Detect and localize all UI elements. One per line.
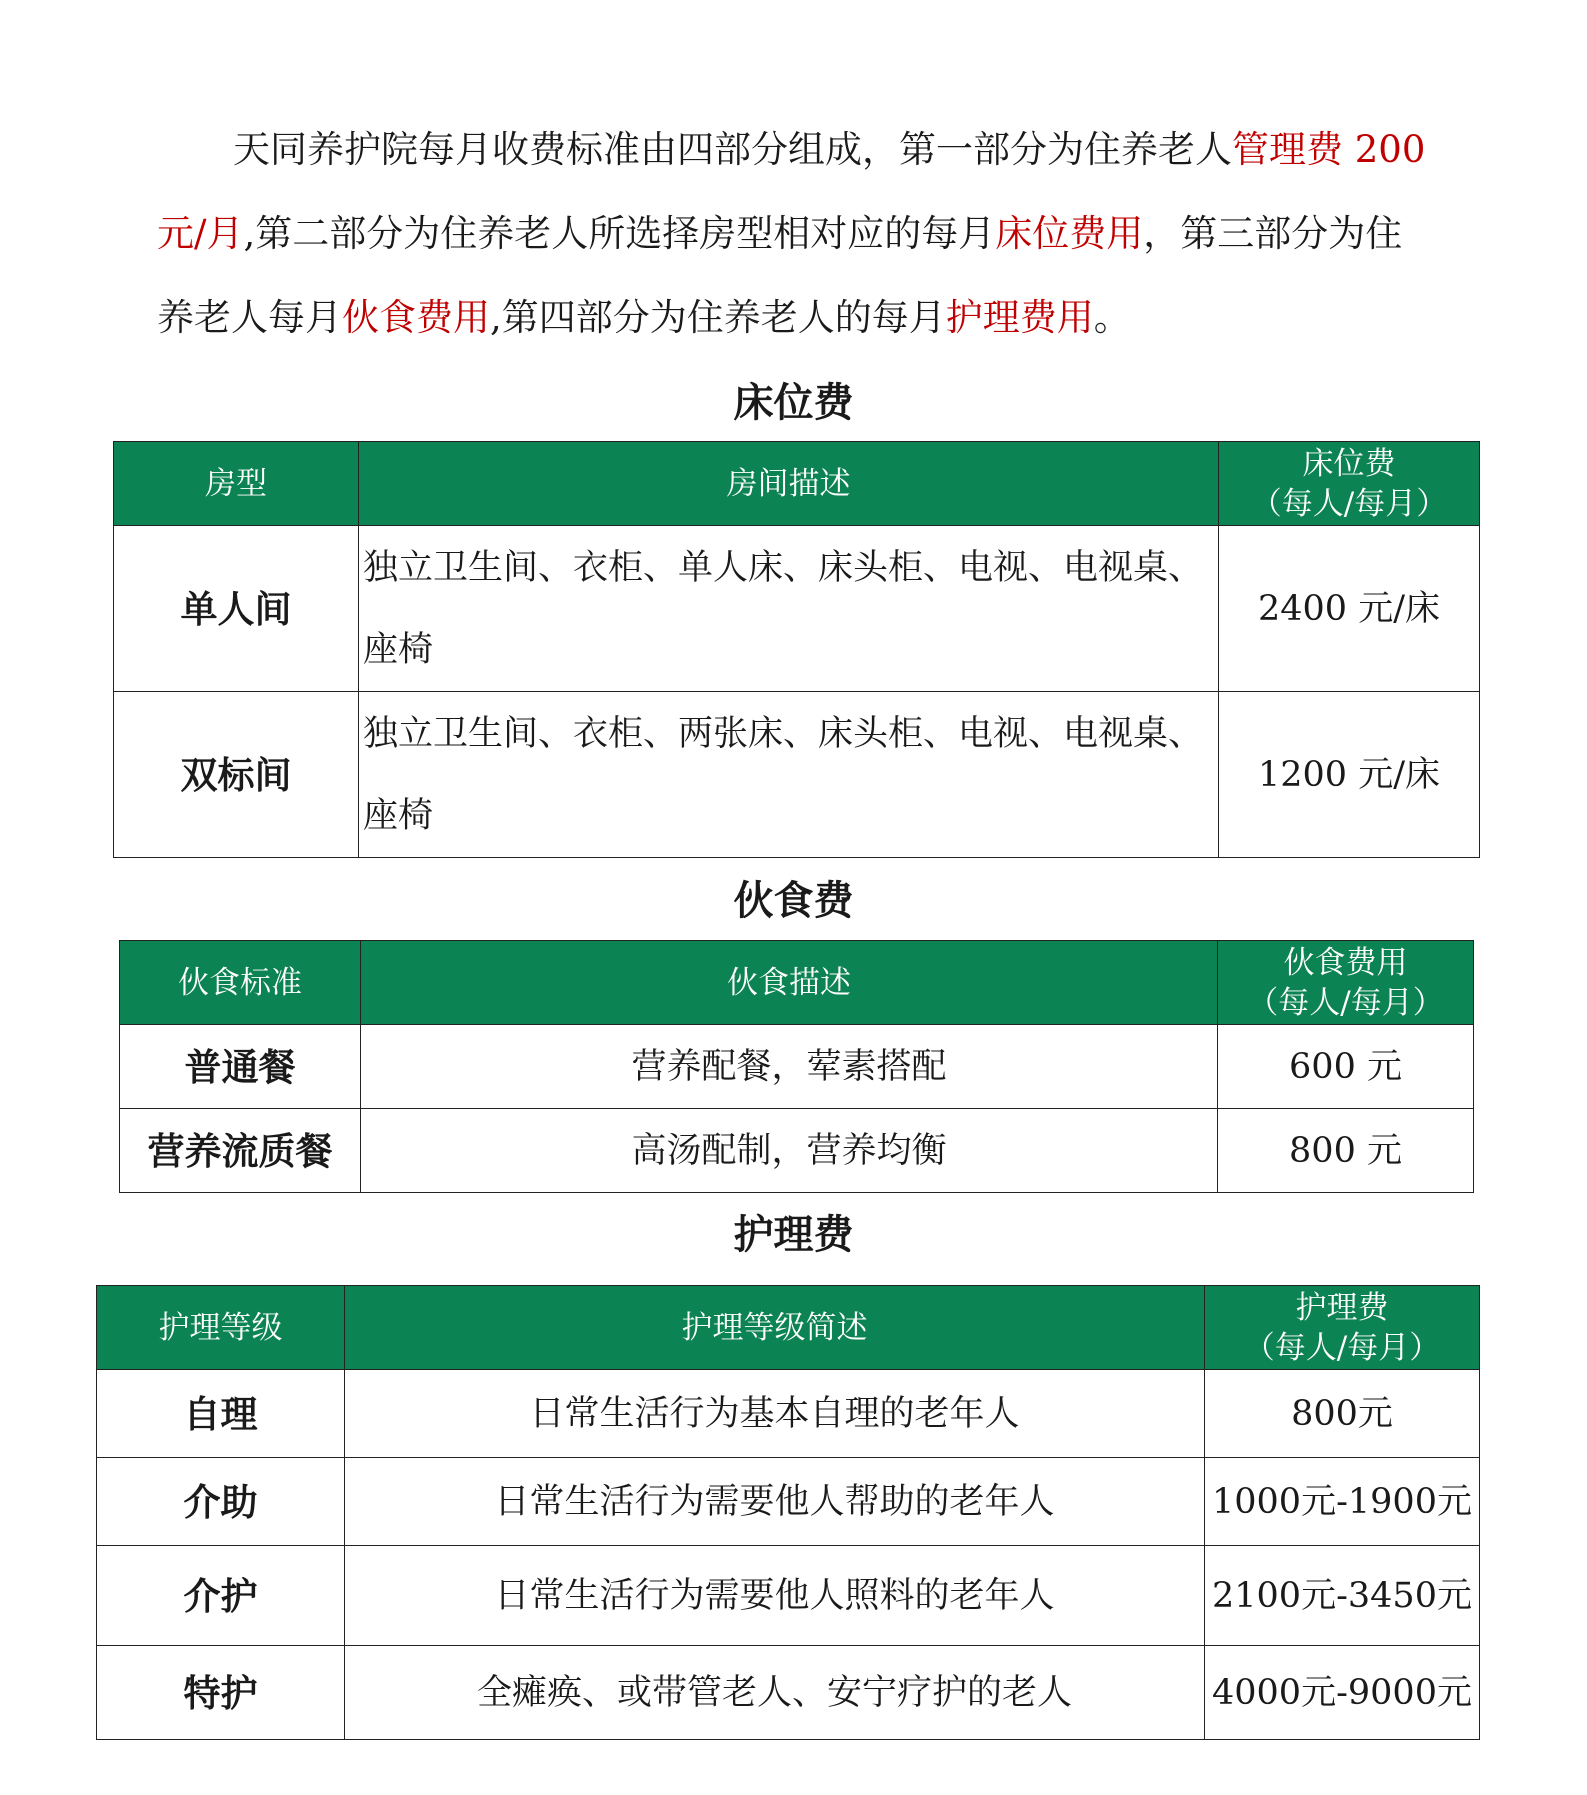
care-fee-title: 护理费 [733, 1211, 854, 1258]
meal-desc: 营养配餐，荤素搭配 [361, 1025, 1218, 1109]
intro-highlight-management-fee: 管理费 200 元/月 [157, 128, 1426, 255]
intro-highlight-care-fee: 护理费用 [945, 296, 1094, 339]
header-meal-desc: 伙食描述 [361, 941, 1218, 1025]
care-desc: 全瘫痪、或带管老人、安宁疗护的老人 [345, 1646, 1205, 1740]
care-level: 介护 [97, 1546, 345, 1646]
meal-fee-title: 伙食费 [733, 877, 854, 924]
table-row [97, 1370, 1480, 1458]
table-row [97, 1458, 1480, 1546]
header-meal-price: 伙食费用 （每人/每月） [1218, 941, 1474, 1025]
table-row [114, 692, 1480, 858]
header-room-type: 房型 [114, 442, 359, 526]
header-care-price: 护理费 （每人/每月） [1205, 1286, 1480, 1370]
care-price: 2100元-3450元 [1205, 1546, 1480, 1646]
table-row [120, 1025, 1474, 1109]
table-row [120, 1109, 1474, 1193]
meal-fee-table [119, 940, 1474, 1193]
header-care-desc: 护理等级简述 [345, 1286, 1205, 1370]
intro-highlight-meal-fee: 伙食费用 [342, 296, 490, 339]
intro-text-2: ,第二部分为住养老人所选择房型相对应的每月 [243, 212, 996, 255]
room-type: 双标间 [114, 692, 359, 858]
care-level: 自理 [97, 1370, 345, 1458]
meal-price: 600 元 [1218, 1025, 1474, 1109]
header-meal-standard: 伙食标准 [120, 941, 361, 1025]
care-price: 1000元-1900元 [1205, 1458, 1480, 1546]
care-price: 4000元-9000元 [1205, 1646, 1480, 1740]
room-type: 单人间 [114, 526, 359, 692]
meal-type: 普通餐 [120, 1025, 361, 1109]
intro-text-3: ，第三部分为住养老人每月 [157, 212, 1403, 339]
header-care-level: 护理等级 [97, 1286, 345, 1370]
room-desc: 独立卫生间、衣柜、两张床、床头柜、电视、电视桌、座椅 [359, 692, 1219, 858]
care-price: 800元 [1205, 1370, 1480, 1458]
care-desc: 日常生活行为需要他人帮助的老年人 [345, 1458, 1205, 1546]
table-row [97, 1546, 1480, 1646]
care-desc: 日常生活行为基本自理的老年人 [345, 1370, 1205, 1458]
meal-price: 800 元 [1218, 1109, 1474, 1193]
header-room-desc: 房间描述 [359, 442, 1219, 526]
care-desc: 日常生活行为需要他人照料的老年人 [345, 1546, 1205, 1646]
header-bed-price: 床位费 （每人/每月） [1219, 442, 1480, 526]
room-desc: 独立卫生间、衣柜、单人床、床头柜、电视、电视桌、座椅 [359, 526, 1219, 692]
room-price: 1200 元/床 [1219, 692, 1480, 858]
intro-text-4: ,第四部分为住养老人的每月 [490, 296, 946, 339]
care-fee-table [96, 1285, 1480, 1740]
meal-desc: 高汤配制，营养均衡 [361, 1109, 1218, 1193]
bed-fee-table [113, 441, 1480, 858]
meal-type: 营养流质餐 [120, 1109, 361, 1193]
table-row [97, 1646, 1480, 1740]
table-header-row [120, 941, 1474, 1025]
intro-text-5: 。 [1093, 296, 1131, 339]
table-header-row [97, 1286, 1480, 1370]
care-level: 特护 [97, 1646, 345, 1740]
room-price: 2400 元/床 [1219, 526, 1480, 692]
intro-text-1: 天同养护院每月收费标准由四部分组成，第一部分为住养老人 [233, 128, 1232, 171]
table-header-row [114, 442, 1480, 526]
intro-highlight-bed-fee: 床位费用 [995, 212, 1144, 255]
intro-paragraph [157, 108, 1437, 360]
care-level: 介助 [97, 1458, 345, 1546]
bed-fee-title: 床位费 [733, 379, 854, 426]
table-row [114, 526, 1480, 692]
